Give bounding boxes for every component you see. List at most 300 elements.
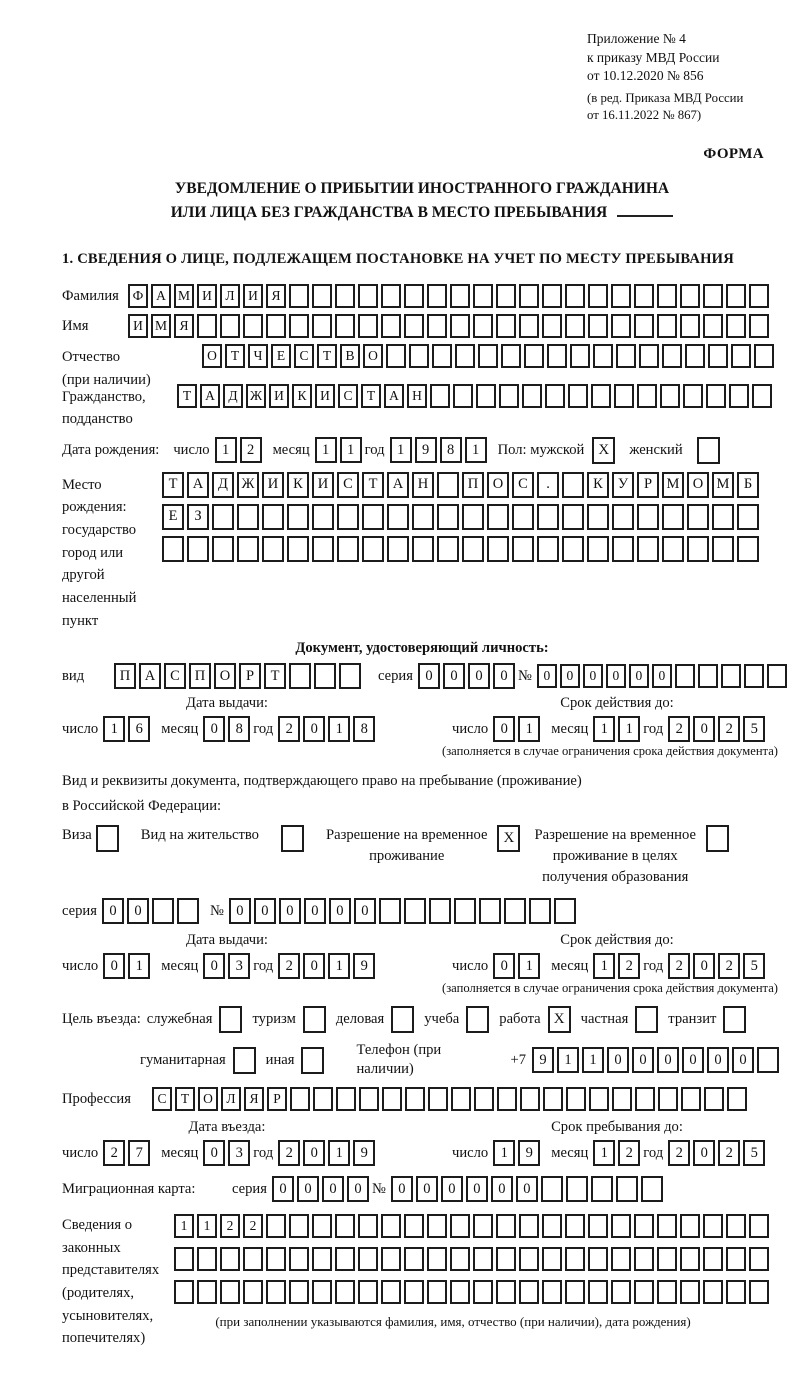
char-cell[interactable] [712, 504, 734, 530]
char-cell[interactable]: . [537, 472, 559, 498]
char-cell[interactable]: 2 [718, 1140, 740, 1166]
char-cell[interactable]: 1 [518, 953, 540, 979]
char-cell[interactable] [177, 898, 199, 924]
char-cell[interactable] [312, 1247, 332, 1271]
char-cell[interactable]: Л [220, 284, 240, 308]
char-cell[interactable] [660, 384, 680, 408]
temp-residence-checkbox[interactable]: X [497, 825, 520, 852]
char-cell[interactable] [637, 536, 659, 562]
char-cell[interactable]: 0 [272, 1176, 294, 1202]
char-cell[interactable] [381, 314, 401, 338]
char-cell[interactable] [451, 1087, 471, 1111]
char-cell[interactable] [543, 1087, 563, 1111]
char-cell[interactable]: 0 [693, 953, 715, 979]
char-cell[interactable] [593, 344, 613, 368]
char-cell[interactable] [542, 314, 562, 338]
char-cell[interactable] [704, 1087, 724, 1111]
char-cell[interactable]: 1 [493, 1140, 515, 1166]
char-cell[interactable] [312, 314, 332, 338]
char-cell[interactable] [358, 1214, 378, 1238]
char-cell[interactable] [749, 1214, 769, 1238]
char-cell[interactable] [698, 664, 718, 688]
char-cell[interactable] [197, 1280, 217, 1304]
char-cell[interactable] [657, 1280, 677, 1304]
char-cell[interactable] [681, 1087, 701, 1111]
char-cell[interactable]: 0 [303, 716, 325, 742]
char-cell[interactable]: 1 [328, 1140, 350, 1166]
char-cell[interactable]: Т [317, 344, 337, 368]
char-cell[interactable] [566, 1176, 588, 1202]
purpose-humanitarian-checkbox[interactable] [233, 1047, 256, 1074]
char-cell[interactable]: 1 [340, 437, 362, 463]
char-cell[interactable]: Р [637, 472, 659, 498]
char-cell[interactable] [588, 284, 608, 308]
temp-residence-education-checkbox[interactable] [706, 825, 729, 852]
char-cell[interactable] [614, 384, 634, 408]
char-cell[interactable] [379, 898, 401, 924]
char-cell[interactable] [727, 1087, 747, 1111]
char-cell[interactable] [675, 664, 695, 688]
char-cell[interactable] [381, 1280, 401, 1304]
char-cell[interactable] [197, 1247, 217, 1271]
char-cell[interactable] [708, 344, 728, 368]
char-cell[interactable]: 0 [443, 663, 465, 689]
char-cell[interactable]: 2 [668, 953, 690, 979]
char-cell[interactable] [731, 344, 751, 368]
char-cell[interactable]: 1 [174, 1214, 194, 1238]
char-cell[interactable] [612, 536, 634, 562]
char-cell[interactable] [478, 344, 498, 368]
char-cell[interactable]: 1 [465, 437, 487, 463]
char-cell[interactable] [504, 898, 526, 924]
char-cell[interactable]: Ж [246, 384, 266, 408]
char-cell[interactable] [289, 1247, 309, 1271]
char-cell[interactable] [737, 536, 759, 562]
char-cell[interactable]: М [174, 284, 194, 308]
char-cell[interactable] [687, 504, 709, 530]
char-cell[interactable] [335, 1247, 355, 1271]
char-cell[interactable]: 8 [228, 716, 250, 742]
char-cell[interactable] [657, 1214, 677, 1238]
char-cell[interactable]: Т [162, 472, 184, 498]
char-cell[interactable]: Я [174, 314, 194, 338]
char-cell[interactable]: 1 [390, 437, 412, 463]
char-cell[interactable] [453, 384, 473, 408]
char-cell[interactable] [639, 344, 659, 368]
purpose-tourism-checkbox[interactable] [303, 1006, 326, 1033]
char-cell[interactable] [657, 1247, 677, 1271]
char-cell[interactable] [542, 284, 562, 308]
char-cell[interactable] [454, 898, 476, 924]
char-cell[interactable] [437, 504, 459, 530]
char-cell[interactable] [312, 536, 334, 562]
char-cell[interactable]: 3 [228, 953, 250, 979]
char-cell[interactable]: С [337, 472, 359, 498]
char-cell[interactable] [749, 1280, 769, 1304]
char-cell[interactable]: 0 [657, 1047, 679, 1073]
char-cell[interactable] [687, 536, 709, 562]
char-cell[interactable] [473, 284, 493, 308]
char-cell[interactable] [237, 504, 259, 530]
char-cell[interactable]: Ч [248, 344, 268, 368]
char-cell[interactable]: 1 [328, 716, 350, 742]
char-cell[interactable] [243, 1247, 263, 1271]
char-cell[interactable] [616, 344, 636, 368]
char-cell[interactable]: 0 [493, 663, 515, 689]
char-cell[interactable]: Т [361, 384, 381, 408]
char-cell[interactable] [487, 504, 509, 530]
char-cell[interactable]: 6 [128, 716, 150, 742]
char-cell[interactable] [680, 284, 700, 308]
char-cell[interactable] [749, 1247, 769, 1271]
char-cell[interactable] [335, 1214, 355, 1238]
char-cell[interactable]: 1 [328, 953, 350, 979]
char-cell[interactable]: Т [225, 344, 245, 368]
char-cell[interactable] [570, 344, 590, 368]
char-cell[interactable]: 0 [203, 716, 225, 742]
purpose-study-checkbox[interactable] [466, 1006, 489, 1033]
char-cell[interactable] [542, 1280, 562, 1304]
char-cell[interactable]: 2 [103, 1140, 125, 1166]
char-cell[interactable]: О [198, 1087, 218, 1111]
char-cell[interactable]: Е [162, 504, 184, 530]
char-cell[interactable] [662, 536, 684, 562]
char-cell[interactable] [729, 384, 749, 408]
char-cell[interactable] [358, 1247, 378, 1271]
char-cell[interactable]: 2 [668, 1140, 690, 1166]
char-cell[interactable] [237, 536, 259, 562]
char-cell[interactable] [174, 1247, 194, 1271]
char-cell[interactable] [562, 472, 584, 498]
char-cell[interactable]: Н [407, 384, 427, 408]
char-cell[interactable]: 5 [743, 716, 765, 742]
char-cell[interactable] [187, 536, 209, 562]
char-cell[interactable] [427, 284, 447, 308]
char-cell[interactable] [703, 1280, 723, 1304]
char-cell[interactable] [314, 663, 336, 689]
char-cell[interactable] [658, 1087, 678, 1111]
char-cell[interactable] [657, 284, 677, 308]
char-cell[interactable] [703, 284, 723, 308]
char-cell[interactable]: П [189, 663, 211, 689]
char-cell[interactable]: 1 [315, 437, 337, 463]
char-cell[interactable] [565, 1280, 585, 1304]
char-cell[interactable] [767, 664, 787, 688]
char-cell[interactable] [589, 1087, 609, 1111]
char-cell[interactable]: А [187, 472, 209, 498]
char-cell[interactable] [358, 1280, 378, 1304]
char-cell[interactable] [359, 1087, 379, 1111]
char-cell[interactable] [703, 1247, 723, 1271]
char-cell[interactable]: И [269, 384, 289, 408]
char-cell[interactable] [519, 1214, 539, 1238]
char-cell[interactable] [588, 314, 608, 338]
char-cell[interactable]: 0 [103, 953, 125, 979]
char-cell[interactable] [703, 1214, 723, 1238]
char-cell[interactable]: 1 [128, 953, 150, 979]
char-cell[interactable]: Д [223, 384, 243, 408]
char-cell[interactable] [450, 1247, 470, 1271]
char-cell[interactable]: 0 [632, 1047, 654, 1073]
char-cell[interactable]: 0 [347, 1176, 369, 1202]
char-cell[interactable]: В [340, 344, 360, 368]
char-cell[interactable] [473, 314, 493, 338]
char-cell[interactable]: М [662, 472, 684, 498]
char-cell[interactable] [335, 284, 355, 308]
char-cell[interactable] [537, 536, 559, 562]
char-cell[interactable]: Р [267, 1087, 287, 1111]
char-cell[interactable] [512, 504, 534, 530]
char-cell[interactable] [726, 284, 746, 308]
char-cell[interactable] [612, 1087, 632, 1111]
char-cell[interactable] [450, 314, 470, 338]
char-cell[interactable]: М [151, 314, 171, 338]
char-cell[interactable]: 7 [128, 1140, 150, 1166]
char-cell[interactable]: И [197, 284, 217, 308]
gender-female-checkbox[interactable] [697, 437, 720, 464]
char-cell[interactable]: 0 [606, 664, 626, 688]
char-cell[interactable]: Т [177, 384, 197, 408]
char-cell[interactable]: А [384, 384, 404, 408]
char-cell[interactable] [381, 1247, 401, 1271]
char-cell[interactable]: 0 [254, 898, 276, 924]
char-cell[interactable] [588, 1214, 608, 1238]
char-cell[interactable] [243, 1280, 263, 1304]
char-cell[interactable]: 0 [322, 1176, 344, 1202]
char-cell[interactable]: 8 [440, 437, 462, 463]
char-cell[interactable]: 1 [557, 1047, 579, 1073]
char-cell[interactable] [662, 504, 684, 530]
char-cell[interactable]: 0 [652, 664, 672, 688]
char-cell[interactable] [752, 384, 772, 408]
char-cell[interactable] [429, 898, 451, 924]
char-cell[interactable] [339, 663, 361, 689]
char-cell[interactable]: 0 [607, 1047, 629, 1073]
char-cell[interactable] [473, 1214, 493, 1238]
char-cell[interactable]: П [114, 663, 136, 689]
char-cell[interactable] [262, 536, 284, 562]
char-cell[interactable]: 3 [228, 1140, 250, 1166]
char-cell[interactable]: 9 [353, 953, 375, 979]
char-cell[interactable]: 5 [743, 953, 765, 979]
char-cell[interactable]: О [687, 472, 709, 498]
purpose-other-checkbox[interactable] [301, 1047, 324, 1074]
char-cell[interactable] [412, 536, 434, 562]
char-cell[interactable]: А [139, 663, 161, 689]
char-cell[interactable]: О [214, 663, 236, 689]
char-cell[interactable] [220, 1247, 240, 1271]
char-cell[interactable] [634, 284, 654, 308]
char-cell[interactable] [683, 384, 703, 408]
char-cell[interactable] [197, 314, 217, 338]
char-cell[interactable]: 0 [732, 1047, 754, 1073]
char-cell[interactable]: 0 [203, 953, 225, 979]
char-cell[interactable] [496, 1247, 516, 1271]
char-cell[interactable]: 2 [278, 1140, 300, 1166]
char-cell[interactable] [749, 284, 769, 308]
char-cell[interactable]: 0 [629, 664, 649, 688]
char-cell[interactable] [427, 1247, 447, 1271]
char-cell[interactable]: 2 [278, 953, 300, 979]
char-cell[interactable] [358, 284, 378, 308]
char-cell[interactable] [726, 314, 746, 338]
char-cell[interactable] [409, 344, 429, 368]
char-cell[interactable] [162, 536, 184, 562]
char-cell[interactable] [537, 504, 559, 530]
char-cell[interactable] [568, 384, 588, 408]
char-cell[interactable]: 0 [329, 898, 351, 924]
char-cell[interactable]: 1 [518, 716, 540, 742]
char-cell[interactable] [362, 504, 384, 530]
char-cell[interactable] [266, 1280, 286, 1304]
char-cell[interactable]: 0 [203, 1140, 225, 1166]
char-cell[interactable] [336, 1087, 356, 1111]
purpose-transit-checkbox[interactable] [723, 1006, 746, 1033]
char-cell[interactable]: К [287, 472, 309, 498]
char-cell[interactable]: 1 [618, 716, 640, 742]
char-cell[interactable] [212, 504, 234, 530]
char-cell[interactable] [462, 536, 484, 562]
char-cell[interactable] [476, 384, 496, 408]
char-cell[interactable] [404, 898, 426, 924]
char-cell[interactable]: 0 [491, 1176, 513, 1202]
char-cell[interactable] [706, 384, 726, 408]
char-cell[interactable] [450, 1214, 470, 1238]
char-cell[interactable]: 0 [560, 664, 580, 688]
char-cell[interactable] [499, 384, 519, 408]
char-cell[interactable] [212, 536, 234, 562]
char-cell[interactable]: С [294, 344, 314, 368]
char-cell[interactable] [473, 1280, 493, 1304]
char-cell[interactable] [382, 1087, 402, 1111]
char-cell[interactable] [611, 314, 631, 338]
char-cell[interactable]: К [292, 384, 312, 408]
char-cell[interactable] [287, 504, 309, 530]
char-cell[interactable]: Л [221, 1087, 241, 1111]
char-cell[interactable]: 0 [229, 898, 251, 924]
char-cell[interactable]: Н [412, 472, 434, 498]
char-cell[interactable]: 0 [466, 1176, 488, 1202]
char-cell[interactable]: И [262, 472, 284, 498]
char-cell[interactable]: 0 [707, 1047, 729, 1073]
char-cell[interactable] [174, 1280, 194, 1304]
char-cell[interactable] [565, 1214, 585, 1238]
char-cell[interactable]: 2 [668, 716, 690, 742]
char-cell[interactable] [404, 284, 424, 308]
char-cell[interactable] [337, 536, 359, 562]
char-cell[interactable] [473, 1247, 493, 1271]
char-cell[interactable] [404, 1280, 424, 1304]
char-cell[interactable]: 0 [493, 953, 515, 979]
char-cell[interactable] [427, 314, 447, 338]
char-cell[interactable]: 0 [693, 716, 715, 742]
char-cell[interactable] [312, 1214, 332, 1238]
char-cell[interactable] [496, 1214, 516, 1238]
char-cell[interactable] [612, 504, 634, 530]
char-cell[interactable]: Я [244, 1087, 264, 1111]
char-cell[interactable]: Т [362, 472, 384, 498]
char-cell[interactable] [501, 344, 521, 368]
char-cell[interactable] [634, 1247, 654, 1271]
char-cell[interactable] [335, 314, 355, 338]
char-cell[interactable] [712, 536, 734, 562]
char-cell[interactable]: 0 [354, 898, 376, 924]
char-cell[interactable] [685, 344, 705, 368]
char-cell[interactable]: 1 [103, 716, 125, 742]
char-cell[interactable] [680, 314, 700, 338]
char-cell[interactable]: 1 [593, 716, 615, 742]
char-cell[interactable] [512, 536, 534, 562]
char-cell[interactable]: И [315, 384, 335, 408]
char-cell[interactable]: 8 [353, 716, 375, 742]
char-cell[interactable] [337, 504, 359, 530]
char-cell[interactable] [680, 1280, 700, 1304]
char-cell[interactable]: 2 [240, 437, 262, 463]
purpose-official-checkbox[interactable] [219, 1006, 242, 1033]
char-cell[interactable] [432, 344, 452, 368]
char-cell[interactable] [611, 1280, 631, 1304]
char-cell[interactable] [637, 384, 657, 408]
char-cell[interactable] [635, 1087, 655, 1111]
char-cell[interactable]: 0 [127, 898, 149, 924]
char-cell[interactable] [362, 536, 384, 562]
char-cell[interactable] [737, 504, 759, 530]
char-cell[interactable]: 1 [593, 953, 615, 979]
char-cell[interactable] [588, 1247, 608, 1271]
char-cell[interactable]: Б [737, 472, 759, 498]
char-cell[interactable]: У [612, 472, 634, 498]
char-cell[interactable]: 0 [516, 1176, 538, 1202]
char-cell[interactable] [287, 536, 309, 562]
char-cell[interactable] [634, 314, 654, 338]
char-cell[interactable] [404, 1214, 424, 1238]
char-cell[interactable]: 0 [297, 1176, 319, 1202]
char-cell[interactable] [427, 1214, 447, 1238]
char-cell[interactable]: 0 [304, 898, 326, 924]
char-cell[interactable]: 2 [278, 716, 300, 742]
char-cell[interactable]: 0 [468, 663, 490, 689]
char-cell[interactable]: 0 [279, 898, 301, 924]
char-cell[interactable] [522, 384, 542, 408]
char-cell[interactable] [462, 504, 484, 530]
char-cell[interactable] [290, 1087, 310, 1111]
char-cell[interactable]: 0 [537, 664, 557, 688]
char-cell[interactable]: Я [266, 284, 286, 308]
char-cell[interactable] [637, 504, 659, 530]
char-cell[interactable] [313, 1087, 333, 1111]
char-cell[interactable] [335, 1280, 355, 1304]
char-cell[interactable] [749, 314, 769, 338]
char-cell[interactable]: 1 [197, 1214, 217, 1238]
char-cell[interactable]: 9 [532, 1047, 554, 1073]
char-cell[interactable] [437, 472, 459, 498]
char-cell[interactable] [562, 504, 584, 530]
char-cell[interactable]: К [587, 472, 609, 498]
char-cell[interactable] [312, 1280, 332, 1304]
char-cell[interactable]: 9 [353, 1140, 375, 1166]
char-cell[interactable]: 2 [618, 1140, 640, 1166]
char-cell[interactable]: Ж [237, 472, 259, 498]
char-cell[interactable] [519, 284, 539, 308]
char-cell[interactable] [519, 1280, 539, 1304]
char-cell[interactable] [289, 1214, 309, 1238]
char-cell[interactable]: 0 [303, 1140, 325, 1166]
char-cell[interactable]: 2 [618, 953, 640, 979]
char-cell[interactable]: 2 [243, 1214, 263, 1238]
char-cell[interactable] [754, 344, 774, 368]
char-cell[interactable] [405, 1087, 425, 1111]
char-cell[interactable] [358, 314, 378, 338]
